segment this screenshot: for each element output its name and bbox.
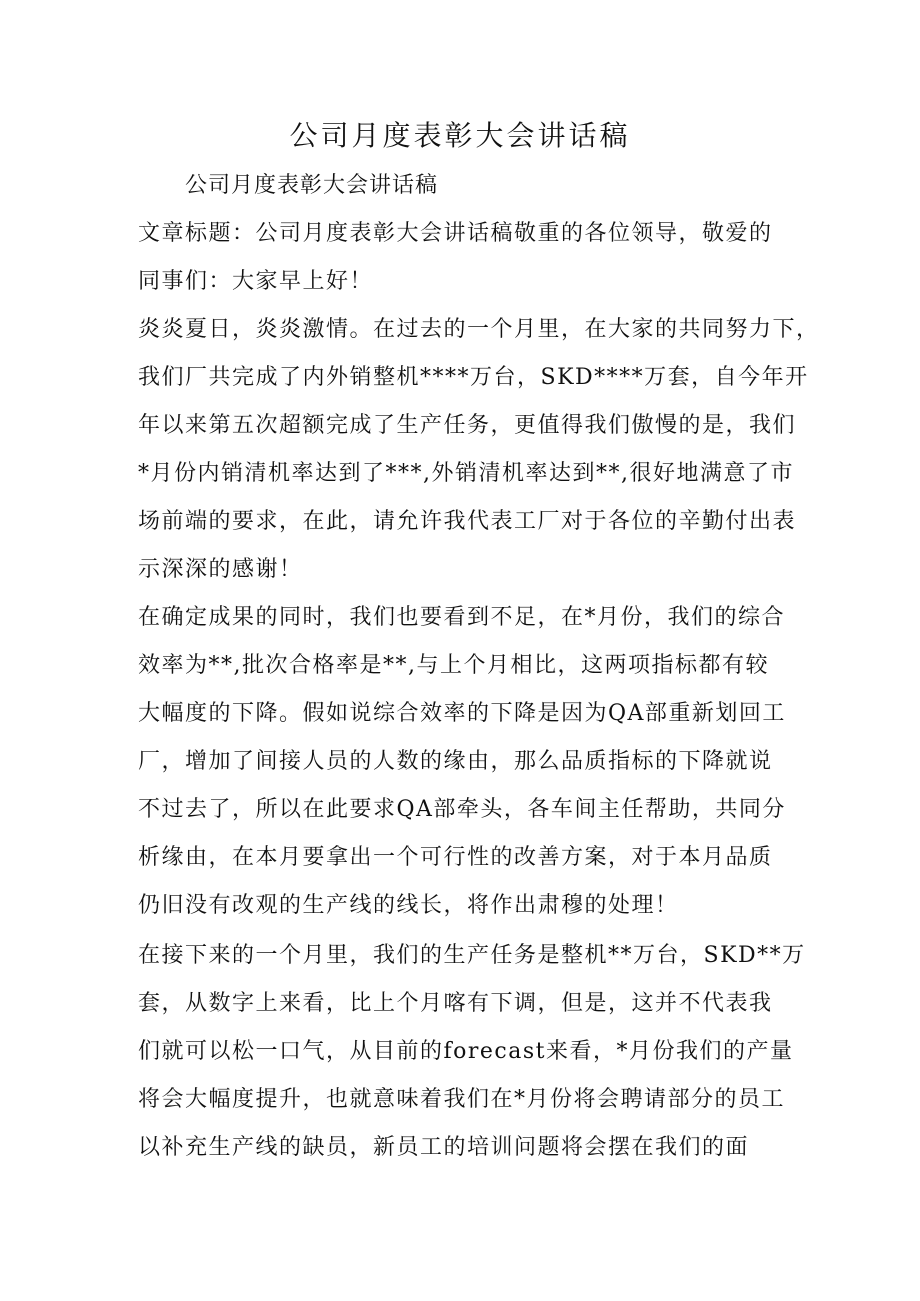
body-line: 仍旧没有改观的生产线的线长，将作出肃穆的处理！ [138,893,679,918]
body-line: *月份内销清机率达到了***,外销清机率达到**,很好地满意了市 [138,461,794,486]
document-title: 公司月度表彰大会讲话稿 [289,119,631,152]
body-line: 们就可以松一口气，从目前的forecast来看，*月份我们的产量 [138,1039,794,1064]
body-line: 文章标题：公司月度表彰大会讲话稿敬重的各位领导，敬爱的 [138,221,773,246]
body-line: 同事们：大家早上好！ [138,269,374,294]
body-line: 年以来第五次超额完成了生产任务，更值得我们傲慢的是，我们 [138,413,797,438]
body-line: 大幅度的下降。假如说综合效率的下降是因为QA部重新划回工 [138,701,786,726]
body-line: 效率为**,批次合格率是**,与上个月相比，这两项指标都有较 [138,653,769,678]
body-line: 在接下来的一个月里，我们的生产任务是整机**万台，SKD**万 [138,943,806,968]
body-line: 我们厂共完成了内外销整机****万台，SKD****万套，自今年开 [138,365,809,390]
body-line: 在确定成果的同时，我们也要看到不足，在*月份，我们的综合 [138,605,786,630]
body-line: 不过去了，所以在此要求QA部牵头，各车间主任帮助，共同分 [138,797,786,822]
body-line: 厂，增加了间接人员的人数的缘由，那么品质指标的下降就说 [138,749,773,774]
body-line: 炎炎夏日，炎炎激情。在过去的一个月里，在大家的共同努力下， [138,317,820,342]
body-line: 示深深的感谢！ [138,557,303,582]
body-line: 析缘由，在本月要拿出一个可行性的改善方案，对于本月品质 [138,845,773,870]
body-line: 将会大幅度提升，也就意味着我们在*月份将会聘请部分的员工 [138,1087,786,1112]
body-line: 套，从数字上来看，比上个月喀有下调，但是，这并不代表我 [138,991,773,1016]
document-subtitle: 公司月度表彰大会讲话稿 [185,173,439,198]
body-line: 场前端的要求，在此，请允许我代表工厂对于各位的辛勤付出表 [138,509,797,534]
body-line: 以补充生产线的缺员，新员工的培训问题将会摆在我们的面 [138,1135,750,1160]
